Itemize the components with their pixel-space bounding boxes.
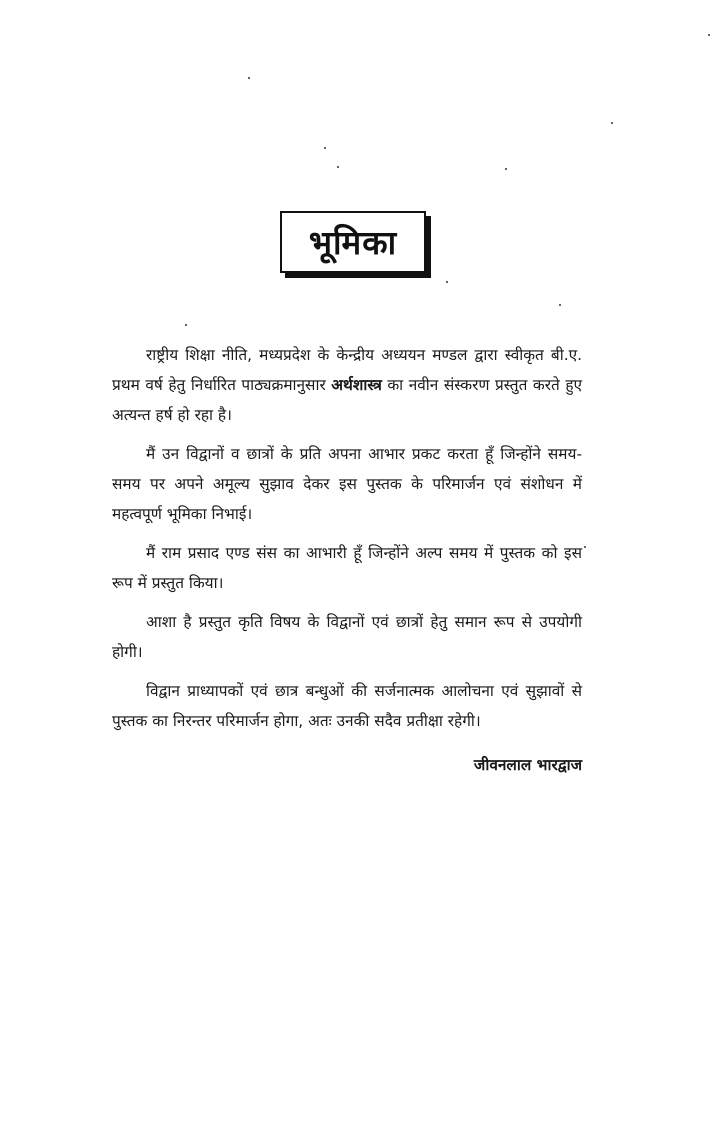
page-heading: भूमिका — [308, 222, 398, 262]
preface-body — [112, 340, 582, 745]
author-signature: जीवनलाल भारद्वाज — [473, 756, 582, 774]
scan-speck — [559, 304, 561, 306]
paragraph-1 — [112, 340, 582, 430]
scan-speck — [446, 281, 448, 283]
paragraph-1-text-start: राष्ट्रीय शिक्षा नीति, मध्यप्रदेश के केन्द्रीय अध्ययन मण्डल द्वारा स्वीकृत बी.ए. प्रथम वर्ष हेतु निर्धारित पाठ्यक्रमानुसार — [112, 346, 582, 394]
paragraph-1-text-end: का नवीन संस्करण प्रस्तुत करते हुए अत्यन्त हर्ष हो रहा है। — [112, 376, 582, 424]
scan-speck — [248, 77, 250, 79]
scan-speck — [337, 166, 339, 168]
scan-speck — [185, 324, 187, 326]
scan-speck — [584, 546, 586, 548]
paragraph-5: विद्वान प्राध्यापकों एवं छात्र बन्धुओं की सर्जनात्मक आलोचना एवं सुझावों से पुस्तक का निरन्तर परिमार्जन होगा, अतः उनकी सदैव प्रतीक्षा रहेगी। — [112, 682, 582, 730]
heading-box — [280, 211, 426, 273]
subject-name: अर्थशास्त्र — [331, 376, 382, 394]
paragraph-3: मैं राम प्रसाद एण्ड संस का आभारी हूँ जिन्होंने अल्प समय में पुस्तक को इस रूप में प्रस्तुत किया। — [112, 544, 582, 592]
scan-speck — [324, 147, 326, 149]
paragraph-4: आशा है प्रस्तुत कृति विषय के विद्वानों एवं छात्रों हेतु समान रूप से उपयोगी होगी। — [112, 613, 582, 661]
scan-speck — [505, 168, 507, 170]
scan-speck — [611, 122, 613, 124]
scan-speck — [708, 34, 710, 36]
paragraph-2: मैं उन विद्वानों व छात्रों के प्रति अपना आभार प्रकट करता हूँ जिन्होंने समय-समय पर अपने अमूल्य सुझाव देकर इस पुस्तक के परिमार्जन एवं संशोधन में महत्वपूर्ण भूमिका निभाई। — [112, 445, 582, 523]
